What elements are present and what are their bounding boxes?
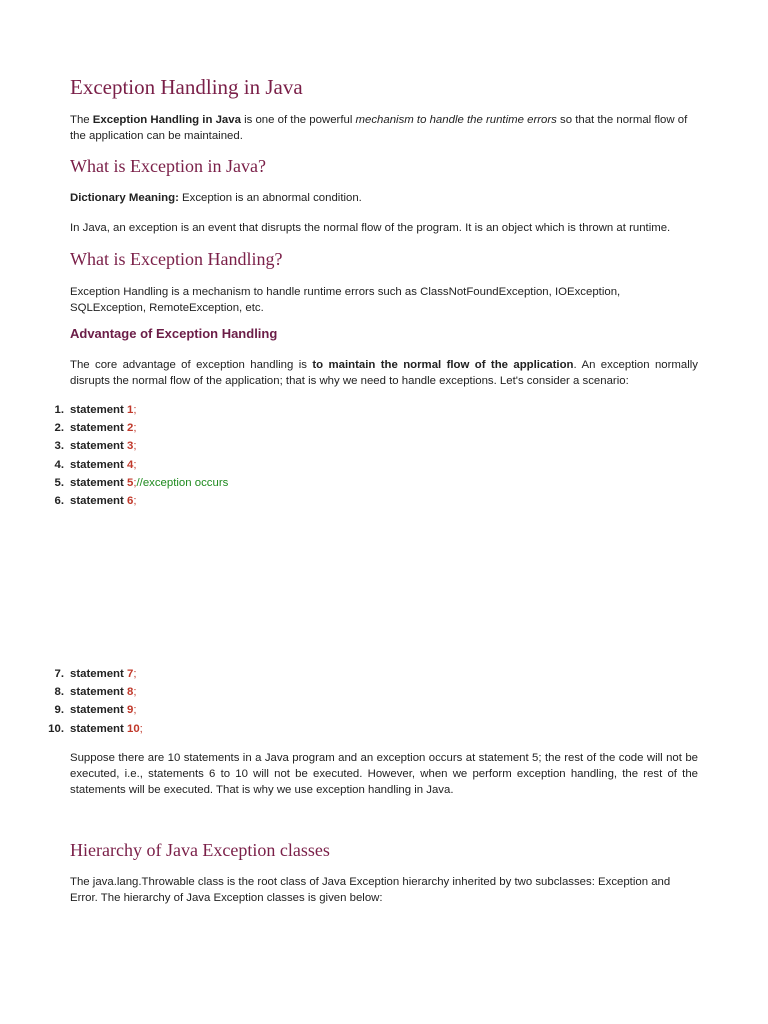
statement-keyword: statement — [70, 668, 124, 680]
statement-semicolon: ; — [133, 422, 137, 435]
statement-number: 5 — [126, 476, 134, 489]
statement-semicolon: ; — [133, 668, 137, 680]
statement-semicolon: ; — [133, 686, 137, 699]
code-comment: //exception occurs — [136, 476, 229, 489]
advantage-bold: to maintain the normal flow of the application — [312, 359, 574, 371]
list-number: 9. — [54, 704, 64, 717]
statement-number: 7 — [126, 668, 134, 680]
statement-keyword: statement — [70, 458, 124, 471]
handling-definition: Exception Handling is a mechanism to handle runtime errors such as ClassNotFoundException, IOException, SQLException, RemoteException, etc. — [70, 286, 621, 314]
dictionary-label: Dictionary Meaning: — [70, 192, 179, 204]
list-item — [30, 492, 430, 510]
advantage-prefix: The core advantage of exception handling is — [70, 359, 313, 371]
page-title: Exception Handling in Java — [70, 75, 303, 99]
list-number: 5. — [54, 476, 64, 489]
advantage-paragraph — [70, 357, 698, 389]
statement-keyword: statement — [70, 686, 124, 699]
statement-number: 4 — [126, 458, 134, 471]
intro-bold: Exception Handling in Java — [92, 114, 241, 126]
list-item — [30, 683, 430, 701]
statement-keyword: statement — [70, 704, 124, 717]
list-item — [30, 437, 430, 455]
statement-keyword: statement — [70, 440, 124, 453]
list-item — [30, 456, 430, 474]
list-number: 4. — [54, 458, 64, 471]
statement-keyword: statement — [70, 476, 124, 489]
list-item — [30, 701, 430, 719]
intro-suffix: so that the normal flow of the application can be maintained. — [70, 114, 688, 142]
statement-number: 2 — [126, 422, 134, 435]
heading-what-is-handling: What is Exception Handling? — [70, 249, 283, 269]
heading-hierarchy: Hierarchy of Java Exception classes — [70, 840, 330, 860]
statement-semicolon: ; — [133, 404, 137, 416]
heading-what-is-exception: What is Exception in Java? — [70, 156, 266, 176]
list-number: 1. — [54, 404, 64, 416]
list-item — [30, 720, 430, 738]
intro-prefix: The — [70, 114, 93, 126]
list-number: 8. — [54, 686, 64, 699]
heading-advantage: Advantage of Exception Handling — [70, 326, 278, 341]
list-item — [30, 665, 430, 683]
list-item — [30, 401, 430, 419]
suppose-paragraph: Suppose there are 10 statements in a Java program and an exception occurs at statement 5; the rest of the code will not be executed, i.e., statements 6 to 10 will not be executed. However, when we perform exception handling, the rest of the statements will be executed. That is why we use exception handling in Java. — [70, 752, 698, 796]
list-number: 2. — [54, 422, 64, 435]
statement-number: 9 — [126, 704, 134, 717]
statement-semicolon: ; — [133, 458, 137, 471]
statement-number: 3 — [126, 440, 134, 453]
list-number: 3. — [54, 440, 64, 453]
list-number: 7. — [54, 668, 64, 680]
list-number: 10. — [48, 722, 64, 735]
advantage-suffix: . An exception normally disrupts the normal flow of the application; that is why we need to handle exceptions. Let's consider a scenario: — [70, 359, 698, 387]
list-item — [30, 419, 430, 437]
statement-keyword: statement — [70, 422, 124, 435]
statement-number: 10 — [126, 722, 140, 735]
list-number: 6. — [54, 495, 64, 507]
statement-keyword: statement — [70, 404, 124, 416]
hierarchy-paragraph: The java.lang.Throwable class is the root class of Java Exception hierarchy inherited by two subclasses: Exception and Error. The hierarchy of Java Exception classes is given below: — [70, 876, 671, 904]
statement-semicolon: ; — [139, 722, 143, 735]
intro-paragraph — [70, 112, 698, 144]
statement-semicolon: ; — [133, 704, 137, 717]
statement-number: 1 — [126, 404, 134, 416]
dictionary-text: Exception is an abnormal condition. — [178, 192, 362, 204]
statement-number: 6 — [126, 495, 134, 507]
dictionary-meaning — [70, 190, 698, 206]
statement-keyword: statement — [70, 495, 124, 507]
exception-definition: In Java, an exception is an event that disrupts the normal flow of the program. It is an object which is thrown at runtime. — [70, 222, 671, 234]
intro-italic: mechanism to handle the runtime errors — [355, 114, 557, 126]
statement-semicolon: ; — [133, 495, 137, 507]
intro-middle: is one of the powerful — [240, 114, 356, 126]
statement-keyword: statement — [70, 722, 124, 735]
statement-semicolon: ; — [133, 476, 137, 489]
statement-number: 8 — [126, 686, 134, 699]
statement-semicolon: ; — [133, 440, 137, 453]
list-item — [30, 474, 430, 492]
